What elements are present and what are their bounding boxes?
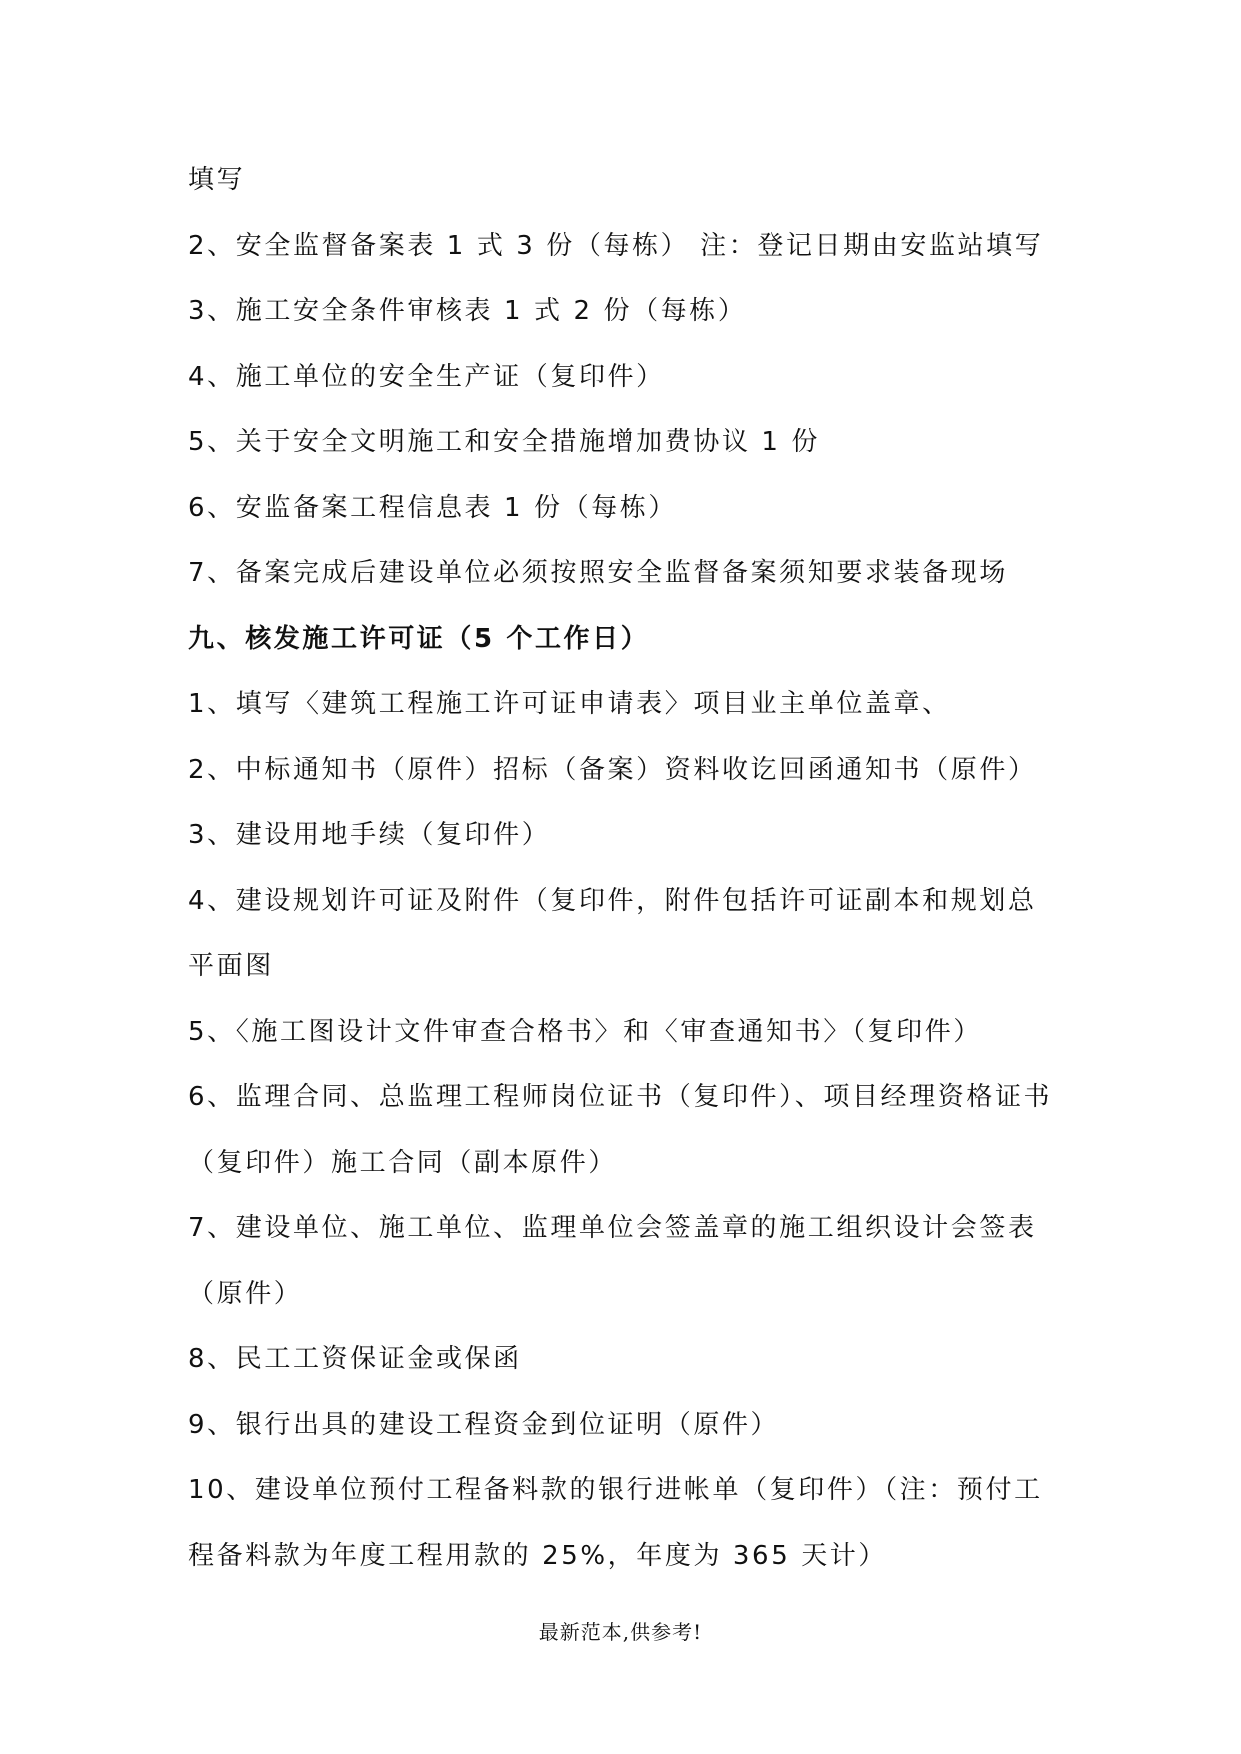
document-line: 7、建设单位、施工单位、监理单位会签盖章的施工组织设计会签表 bbox=[188, 1213, 1037, 1243]
document-line: 5、〈施工图设计文件审查合格书〉和〈审查通知书〉（复印件） bbox=[188, 1016, 982, 1047]
document-line: 3、施工安全条件审核表 1 式 2 份（每栋） bbox=[188, 296, 747, 326]
document-line: 2、中标通知书（原件）招标（备案）资料收讫回函通知书（原件） bbox=[188, 754, 1037, 785]
document-line: 3、建设用地手续（复印件） bbox=[188, 820, 551, 850]
document-line: 7、备案完成后建设单位必须按照安全监督备案须知要求装备现场 bbox=[188, 558, 1008, 588]
document-line: 6、安监备案工程信息表 1 份（每栋） bbox=[188, 492, 678, 523]
document-line: 5、关于安全文明施工和安全措施增加费协议 1 份 bbox=[188, 427, 821, 457]
section-heading: 九、核发施工许可证（5 个工作日） bbox=[188, 623, 650, 654]
document-line: 2、安全监督备案表 1 式 3 份（每栋） 注：登记日期由安监站填写 bbox=[188, 230, 1044, 261]
document-body bbox=[188, 148, 1068, 1589]
page-footer: 最新范本,供参考! bbox=[538, 1620, 703, 1644]
document-line: 6、监理合同、总监理工程师岗位证书（复印件）、项目经理资格证书 bbox=[188, 1082, 1053, 1112]
document-line: 10、建设单位预付工程备料款的银行进帐单（复印件）（注：预付工 bbox=[188, 1475, 1043, 1505]
document-line: 1、填写〈建筑工程施工许可证申请表〉项目业主单位盖章、 bbox=[188, 689, 951, 719]
document-line: 程备料款为年度工程用款的 25%，年度为 365 天计） bbox=[188, 1540, 888, 1571]
document-line: 4、施工单位的安全生产证（复印件） bbox=[188, 361, 665, 392]
document-line: 填写 bbox=[188, 165, 246, 195]
document-line: 8、民工工资保证金或保函 bbox=[188, 1344, 522, 1374]
document-line: 平面图 bbox=[188, 951, 274, 981]
document-line: 9、银行出具的建设工程资金到位证明（原件） bbox=[188, 1409, 780, 1440]
document-line: （原件） bbox=[188, 1278, 303, 1309]
document-line: （复印件）施工合同（副本原件） bbox=[188, 1147, 618, 1178]
document-line: 4、建设规划许可证及附件（复印件，附件包括许可证副本和规划总 bbox=[188, 885, 1037, 916]
